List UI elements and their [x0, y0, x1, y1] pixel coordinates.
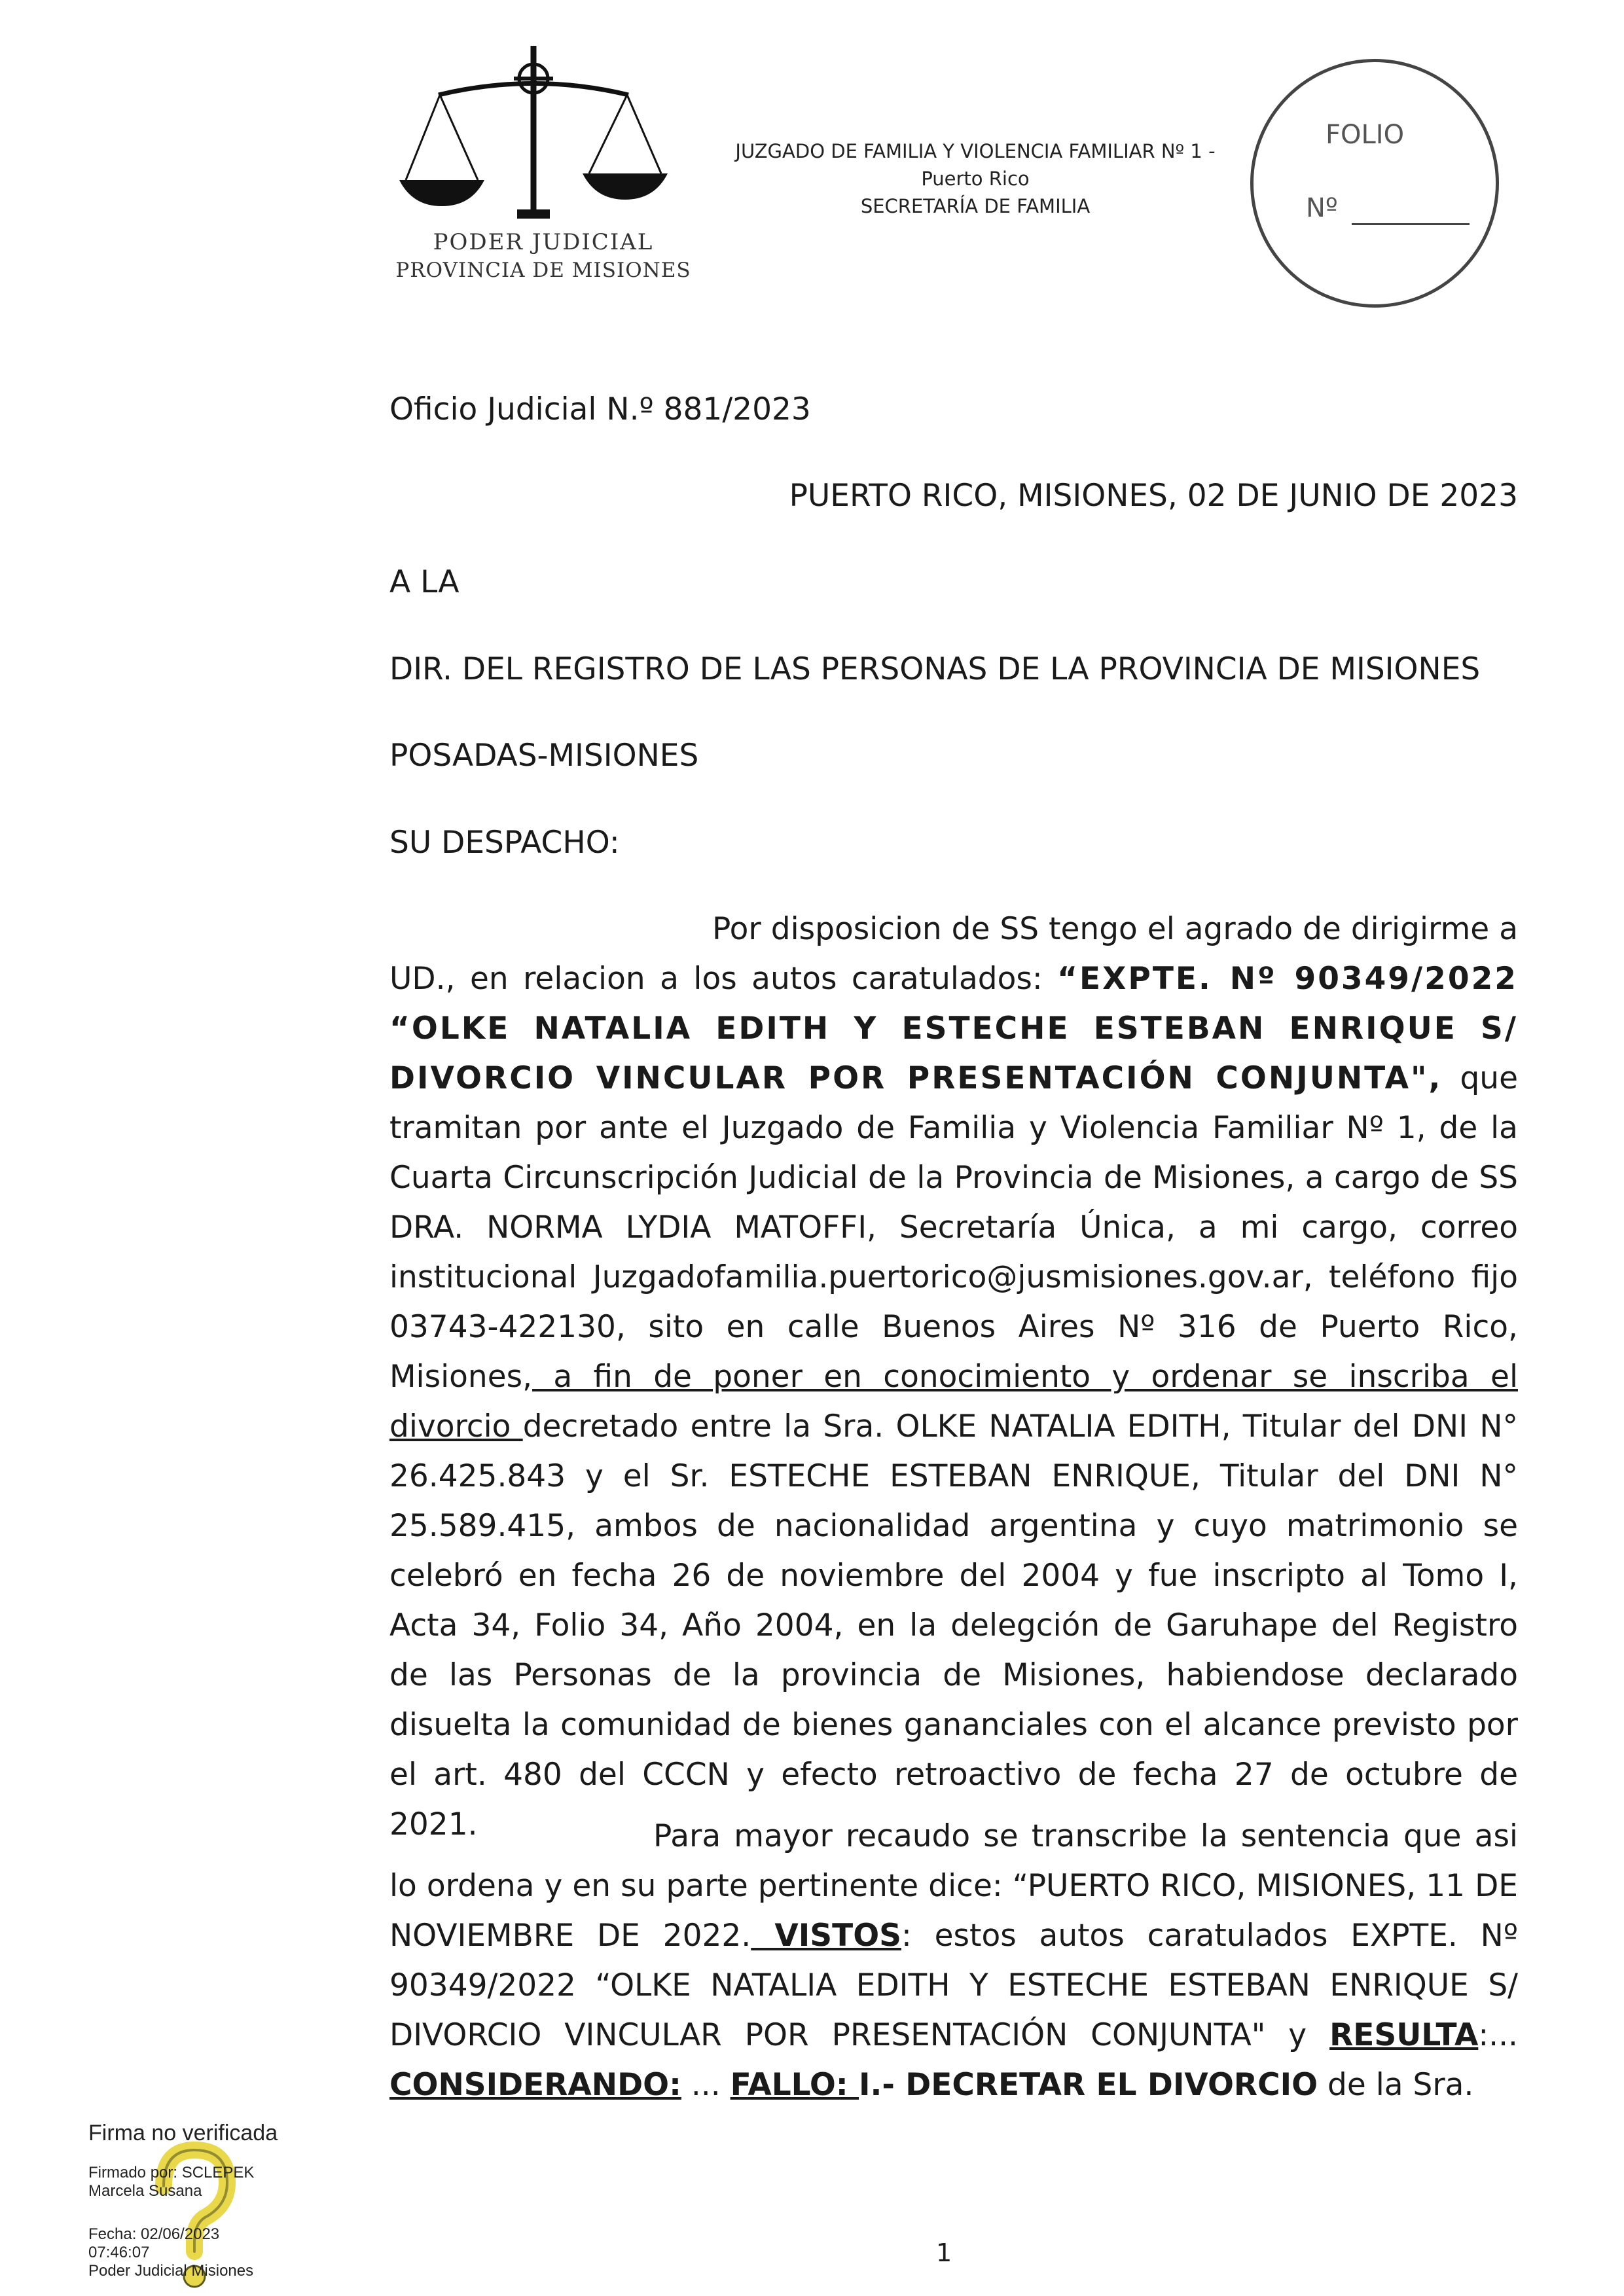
signature-date: Fecha: 02/06/2023	[88, 2225, 220, 2243]
folio-number-line	[1352, 223, 1470, 225]
body-paragraph-1	[389, 905, 1518, 1850]
folio-number-label: Nº	[1306, 193, 1338, 223]
court-name: JUZGADO DE FAMILIA Y VIOLENCIA FAMILIAR Nº 1 -	[735, 140, 1216, 162]
logo-line-2: PROVINCIA DE MISIONES	[395, 259, 691, 282]
court-logo	[393, 33, 694, 295]
p2-text-5: de la Sra.	[1318, 2067, 1474, 2103]
p1-text-2: que tramitan por ante el Juzgado de Familia y Violencia Familiar Nº 1, de la Cuarta Circunscripción Judicial de la Provincia de Misiones, a cargo de SS DRA. NORMA LYDIA MATOFFI, Secretaría Única, a mi cargo, correo institucional Juzgadofamilia.puertorico@jusmisiones.gov.ar, teléfono fijo 03743-422130, sito en calle Buenos Aires Nº 316 de Puerto Rico, Misiones,	[389, 1060, 1519, 1395]
folio-stamp	[1250, 59, 1499, 308]
place-date: PUERTO RICO, MISIONES, 02 DE JUNIO DE 2023	[789, 478, 1518, 514]
court-location: Puerto Rico	[921, 168, 1030, 190]
vistos-heading: VISTOS	[751, 1918, 902, 1954]
signature-name: Marcela Susana	[88, 2182, 202, 2200]
folio-title: FOLIO	[1326, 120, 1405, 150]
scales-of-justice-icon	[393, 33, 694, 249]
logo-line-1: PODER JUDICIAL	[433, 229, 654, 255]
fallo-heading: FALLO:	[730, 2067, 859, 2103]
digital-signature-block[interactable]	[88, 2121, 324, 2291]
p2-text-3: :...	[1478, 2017, 1518, 2053]
page-number: 1	[936, 2238, 952, 2267]
p2-text-1: Para mayor recaudo se transcribe la sentencia que asi lo ordena y en su parte pertinente dice: “PUERTO RICO, MISIONES, 11 DE NOVIEMBRE DE 2022.	[389, 1818, 1518, 1954]
signature-status: Firma no verificada	[88, 2121, 278, 2145]
p2-text-4: ...	[681, 2067, 731, 2103]
court-secretariat: SECRETARÍA DE FAMILIA	[860, 195, 1091, 217]
addressee-city: POSADAS-MISIONES	[389, 738, 699, 774]
p1-text-3: decretado entre la Sra. OLKE NATALIA EDITH, Titular del DNI N° 26.425.843 y el Sr. ESTECHE ESTEBAN ENRIQUE, Titular del DNI N° 25.589.415, ambos de nacionalidad argentina y cuyo matrimonio se celebró en fecha 26 de noviembre del 2004 y fue inscripto al Tomo I, Acta 34, Folio 34, Año 2004, en la delegción de Garuhape del Registro de las Personas de la provincia de Misiones, habiendose declarado disuelta la comunidad de bienes gananciales con el alcance previsto por el art. 480 del CCCN y efecto retroactivo de fecha 27 de octubre de 2021.	[389, 1408, 1518, 1842]
signature-org: Poder Judicial Misiones	[88, 2262, 254, 2280]
court-header	[681, 137, 1270, 220]
oficio-number: Oficio Judicial N.º 881/2023	[389, 391, 811, 427]
p2-text-2: : estos autos caratulados EXPTE. Nº 90349/2022 “OLKE NATALIA EDITH Y ESTECHE ESTEBAN ENRIQUE S/ DIVORCIO VINCULAR POR PRESENTACIÓN CONJUNTA" y	[389, 1918, 1518, 2053]
considerando-heading: CONSIDERANDO:	[389, 2067, 681, 2103]
resulta-heading: RESULTA	[1329, 2017, 1479, 2053]
salutation: SU DESPACHO:	[389, 825, 620, 861]
addressee-prefix: A LA	[389, 564, 460, 600]
decretar-divorcio: I.- DECRETAR EL DIVORCIO	[859, 2067, 1318, 2103]
signature-signed-by: Firmado por: SCLEPEK	[88, 2164, 255, 2181]
case-title: “EXPTE. Nº 90349/2022 “OLKE NATALIA EDITH Y ESTECHE ESTEBAN ENRIQUE S/ DIVORCIO VINCULAR POR PRESENTACIÓN CONJUNTA",	[389, 961, 1518, 1096]
signature-time: 07:46:07	[88, 2244, 150, 2261]
body-paragraph-2	[389, 1812, 1518, 2110]
p1-underlined-purpose: a fin de poner en conocimiento y ordenar se inscriba el divorcio	[389, 1359, 1518, 1444]
addressee: DIR. DEL REGISTRO DE LAS PERSONAS DE LA PROVINCIA DE MISIONES	[389, 651, 1481, 687]
p1-text-1: Por disposicion de SS tengo el agrado de dirigirme a UD., en relacion a los autos caratulados:	[389, 911, 1518, 997]
